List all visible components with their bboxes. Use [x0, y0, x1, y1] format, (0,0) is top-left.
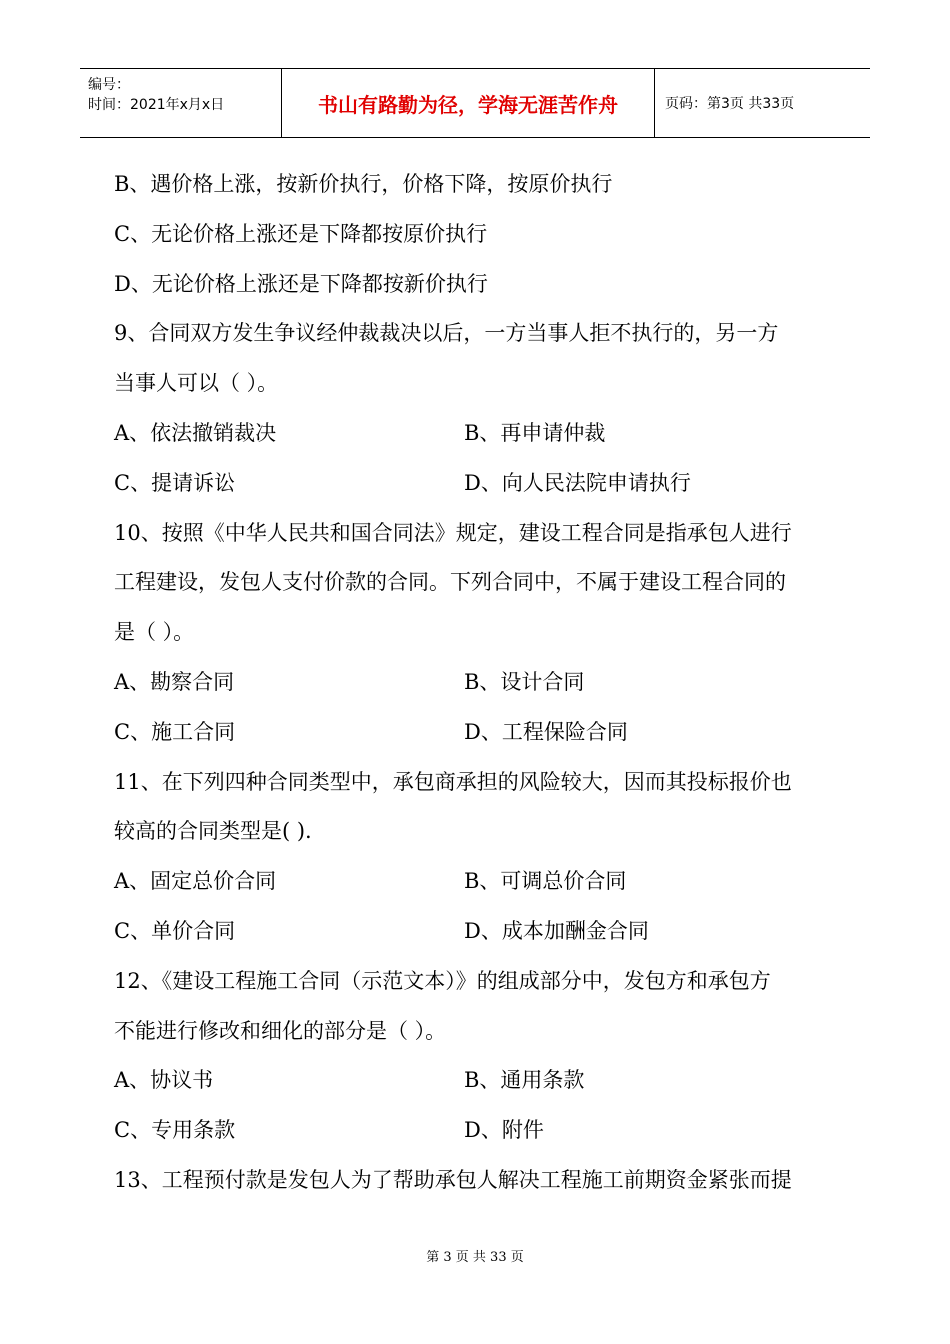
- text-line: [114, 658, 839, 708]
- page-header: [80, 68, 870, 138]
- header-page-info: 页码：第3页 共33页: [665, 96, 795, 112]
- header-meta: [80, 69, 282, 137]
- option-right: D、工程保险合同: [464, 719, 628, 744]
- text-line: [114, 1056, 839, 1106]
- text-line: [114, 957, 839, 1007]
- option-left: A、勘察合同: [114, 669, 235, 694]
- line-text: 12、《建设工程施工合同（示范文本）》的组成部分中，发包方和承包方: [114, 968, 771, 993]
- text-line: [114, 210, 839, 260]
- text-line: [114, 758, 839, 808]
- text-line: [114, 509, 839, 559]
- text-line: [114, 309, 839, 359]
- text-line: [114, 160, 839, 210]
- option-right: B、通用条款: [464, 1068, 585, 1093]
- document-body: [114, 160, 839, 1206]
- line-text: 9、合同双方发生争议经仲裁裁决以后，一方当事人拒不执行的，另一方: [114, 321, 779, 346]
- line-text: 是（ ）。: [114, 620, 195, 645]
- text-line: [114, 807, 839, 857]
- line-text: D、无论价格上涨还是下降都按新价执行: [114, 271, 488, 296]
- option-left: C、施工合同: [114, 719, 236, 744]
- line-text: 11、在下列四种合同类型中，承包商承担的风险较大，因而其投标报价也: [114, 769, 792, 794]
- text-line: [114, 1007, 839, 1057]
- option-left: C、提请诉讼: [114, 470, 236, 495]
- option-left: C、单价合同: [114, 918, 236, 943]
- option-left: A、协议书: [114, 1068, 214, 1093]
- line-text: 不能进行修改和细化的部分是（ ）。: [114, 1018, 447, 1043]
- time-label: 时间：2021年x月x日: [88, 97, 225, 113]
- option-right: D、成本加酬金合同: [464, 918, 649, 943]
- option-left: A、依法撤销裁决: [114, 420, 277, 445]
- header-motto: 书山有路勤为径，学海无涯苦作舟: [282, 69, 655, 137]
- option-left: C、专用条款: [114, 1118, 236, 1143]
- page-footer: 第 3 页 共 33 页: [426, 1250, 524, 1265]
- line-text: B、遇价格上涨，按新价执行，价格下降，按原价执行: [114, 172, 613, 196]
- text-line: [114, 608, 839, 658]
- text-line: [114, 409, 839, 459]
- option-right: B、设计合同: [464, 669, 585, 694]
- text-line: [114, 907, 839, 957]
- text-line: [114, 359, 839, 409]
- line-text: 工程建设，发包人支付价款的合同。下列合同中，不属于建设工程合同的: [114, 570, 786, 595]
- text-line: [114, 558, 839, 608]
- option-right: B、再申请仲裁: [464, 420, 606, 445]
- line-text: C、无论价格上涨还是下降都按原价执行: [114, 221, 488, 246]
- text-line: [114, 260, 839, 310]
- line-text: 当事人可以（ ）。: [114, 371, 279, 396]
- text-line: [114, 857, 839, 907]
- option-left: A、固定总价合同: [114, 869, 277, 894]
- text-line: [114, 1156, 839, 1206]
- option-right: D、附件: [464, 1118, 544, 1143]
- option-right: B、可调总价合同: [464, 869, 627, 894]
- option-right: D、向人民法院申请执行: [464, 470, 691, 495]
- line-text: 13、工程预付款是发包人为了帮助承包人解决工程施工前期资金紧张而提: [114, 1167, 792, 1192]
- text-line: [114, 1106, 839, 1156]
- code-label: 编号：: [88, 77, 130, 93]
- line-text: 较高的合同类型是( ).: [114, 819, 312, 844]
- text-line: [114, 708, 839, 758]
- text-line: [114, 459, 839, 509]
- line-text: 10、按照《中华人民共和国合同法》规定，建设工程合同是指承包人进行: [114, 520, 792, 545]
